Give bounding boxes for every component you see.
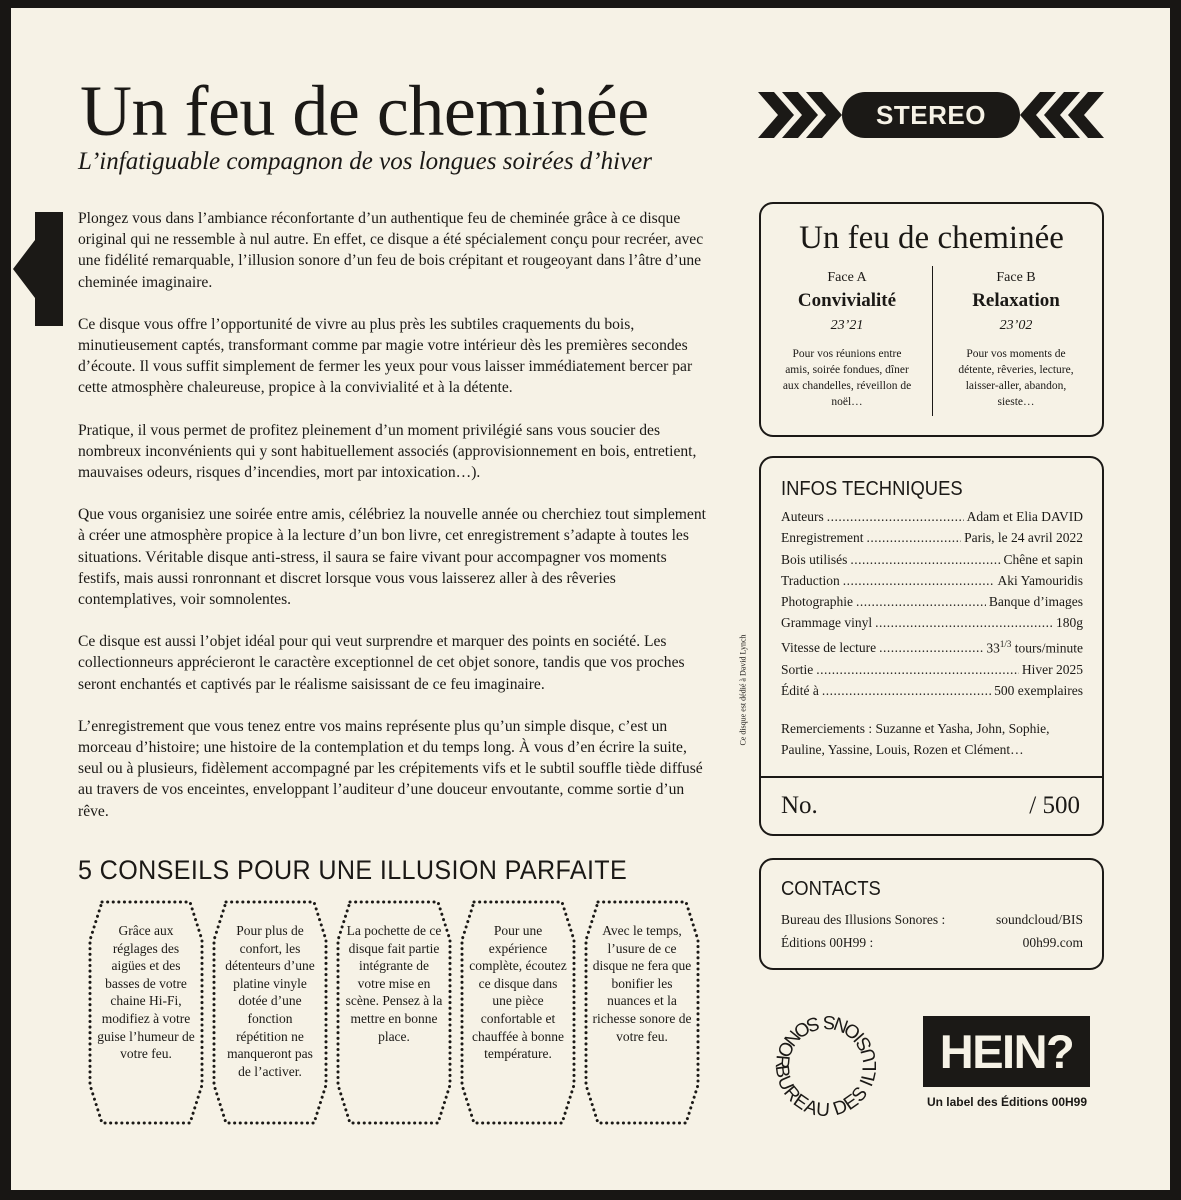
spec-label: Édité à [781, 682, 819, 698]
spec-row [781, 634, 1083, 659]
spec-row [781, 549, 1083, 570]
edition-number-label: No. [781, 792, 818, 819]
divider [761, 776, 1102, 778]
paragraph: Que vous organisiez une soirée entre amis, célébriez la nouvelle année ou cherchiez tout simplement à créer une atmosphère propice à la lecture d’un bon livre, cet enregistrement s’adapte à toutes les situations. Véritable disque anti-stress, il saura se faire vivant pour accompagner vos moments festifs, mais aussi ronronnant et discret lorsque vous vous laisserez aller à des rêveries contemplatives, voir somnolentes. [78, 506, 706, 609]
paragraph: Ce disque est aussi l’objet idéal pour qui veut surprendre et marquer des points en société. Les collectionneurs apprécieront le caractère exceptionnel de cet objet sonore, tandis que vos proches seront enchantés et captivés par le réalisme saisissant de ce feu imaginaire. [78, 633, 685, 693]
spec-label: Photographie [781, 594, 853, 610]
conseils-heading: 5 CONSEILS POUR UNE ILLUSION PARFAITE [78, 855, 628, 885]
spec-label: Grammage vinyl [781, 615, 873, 631]
bureau-illusions-logo [760, 1000, 892, 1132]
face-duration: 23’02 [999, 318, 1033, 333]
infos-techniques-card [759, 456, 1104, 836]
tip-card [212, 900, 328, 1125]
contact-label: Bureau des Illusions Sonores : [781, 912, 946, 927]
dedication-text: Ce disque est dédié à David Lynch [738, 634, 748, 746]
infos-heading: INFOS TECHNIQUES [781, 478, 963, 500]
tip-card [336, 900, 452, 1125]
tracklist-card [759, 202, 1104, 437]
spec-label: Sortie [781, 661, 814, 677]
tip-text: La pochette de ce disque fait partie intégrante de votre mise en scène. Pensez à la mettre en bonne place. [345, 923, 443, 1044]
contact-row [781, 935, 1083, 951]
spec-label: Auteurs [781, 509, 824, 524]
english-inside-tab [13, 212, 63, 529]
contacts-heading: CONTACTS [781, 878, 881, 900]
spec-value: 180g [1056, 615, 1083, 631]
spec-row [781, 659, 1083, 680]
face-label: Face B [996, 270, 1036, 285]
english-inside-label: ENGLISH INSIDE [50, 433, 62, 529]
face-a [763, 270, 931, 410]
spec-value: Chêne et sapin [1003, 551, 1083, 567]
paragraph: Plongez vous dans l’ambiance réconfortante d’un authentique feu de cheminée grâce à ce disque original qui ne ressemble à nul autre. En effet, ce disque a été spécialement conçu pour recréer, avec une fidélité remarquable, l’illusion sonore d’un feu de bois crépitant et rougeoyant dans l’âtre d’une cheminée imaginaire. [78, 210, 704, 291]
paragraph: Ce disque vous offre l’opportunité de vivre au plus près les subtiles craquements du bois, minutieusement captés, transformant comme par magie votre intérieur dès les premières secondes d’écoute. Il vous suffit simplement de fermer les yeux pour vous laisser immédiatement bercer par cette atmosphère chaleureuse, propice à la convivialité et à la détente. [78, 315, 693, 397]
paragraph: Pratique, il vous permet de profitez pleinement d’un moment privilégié sans vous soucier des nombreux inconvénients qui y sont habituellement associés (approvisionnement en bois, entretient, mauvaises odeurs, risques d’incendies, mort par intoxication…). [78, 421, 697, 482]
spec-row [781, 591, 1083, 612]
page-subtitle: L’infatiguable compagnon de vos longues soirées d’hiver [78, 148, 652, 175]
paragraph: L’enregistrement que vous tenez entre vos mains représente plus qu’un simple disque, c’est un morceau d’histoire; une histoire de la contemplation et du temps long. À vous d’en écrire la suite, seul ou à plusieurs, fidèlement accompagné par les crépitements vifs et le subtil souffle tiède diffusé au travers de vos enceintes, enveloppant l’auditeur d’une douceur envoutante, comme sortie d’un rêve. [78, 717, 703, 820]
thanks-text: Remerciements : Suzanne et Yasha, John, Sophie, Pauline, Yassine, Louis, Rozen et Clément… [781, 721, 1050, 758]
spec-row [781, 527, 1083, 548]
face-description: Pour vos réunions entre amis, soirée fondues, dîner aux chandelles, réveillon de noël… [782, 348, 912, 408]
spec-row [781, 612, 1083, 633]
tip-card [460, 900, 576, 1125]
spec-value: Aki Yamouridis [997, 572, 1083, 588]
tip-text: Pour plus de confort, les détenteurs d’une platine vinyle dotée d’une fonction répétition ne manqueront pas de l’activer. [225, 923, 315, 1079]
tip-text: Pour une expérience complète, écoutez ce disque dans une pièce confortable et chauffée à bonne température. [469, 923, 567, 1062]
face-name: Convivialité [797, 290, 897, 311]
spec-value: $33^{1/3}$ tours/minute [986, 638, 1083, 656]
spec-label: Traduction [781, 572, 840, 588]
spec-list [781, 506, 1083, 701]
spec-value: Banque d’images [988, 594, 1083, 610]
edition-number-total: / 500 [1029, 792, 1080, 819]
tip-card [584, 900, 700, 1125]
page-title: Un feu de cheminée [80, 71, 649, 151]
contact-label: Éditions 00H99 : [781, 935, 874, 950]
spec-row [781, 680, 1083, 701]
logo-circle-text: BUREAU DES ILLUSIONS SONOR [770, 1010, 882, 1122]
contact-value[interactable]: 00h99.com [1022, 935, 1083, 950]
tip-text: Grâce aux réglages des aigües et des basses de votre chaine Hi-Fi, modifiez à votre guise l’humeur de votre feu. [97, 923, 195, 1062]
face-duration: 23’21 [830, 318, 864, 333]
contact-row [781, 912, 1083, 928]
hein-logo: HEIN? [923, 1016, 1090, 1087]
spec-value: Hiver 2025 [1021, 661, 1083, 677]
svg-text:BUREAU DES ILLUSIONS SONORES [760, 1000, 881, 1121]
contacts-card [759, 858, 1104, 970]
spec-value: 500 exemplaires [994, 682, 1083, 698]
face-label: Face A [827, 270, 867, 285]
spec-value: Adam et Elia DAVID [966, 509, 1083, 524]
spec-label: Vitesse de lecture [781, 640, 877, 656]
spec-row [781, 570, 1083, 591]
tip-card [88, 900, 204, 1125]
spec-label: Enregistrement [781, 530, 864, 546]
record-title: Un feu de cheminée [799, 220, 1064, 256]
spec-row [781, 506, 1083, 527]
face-name: Relaxation [972, 290, 1060, 311]
face-b [932, 270, 1100, 410]
description-text [78, 208, 708, 843]
spec-value: Paris, le 24 avril 2022 [964, 530, 1083, 546]
arrow-left-icon [13, 212, 63, 326]
face-description: Pour vos moments de détente, rêveries, lecture, laisser-aller, abandon, sieste… [958, 348, 1074, 408]
hein-label: Un label des Éditions 00H99 [926, 1095, 1088, 1109]
tip-text: Avec le temps, l’usure de ce disque ne fera que bonifier les nuances et la richesse sonore de votre feu. [592, 923, 692, 1044]
contact-value[interactable]: soundcloud/BIS [995, 912, 1083, 927]
spec-label: Bois utilisés [781, 551, 848, 567]
stereo-banner [758, 92, 1104, 138]
stereo-badge: STEREO [842, 92, 1020, 138]
